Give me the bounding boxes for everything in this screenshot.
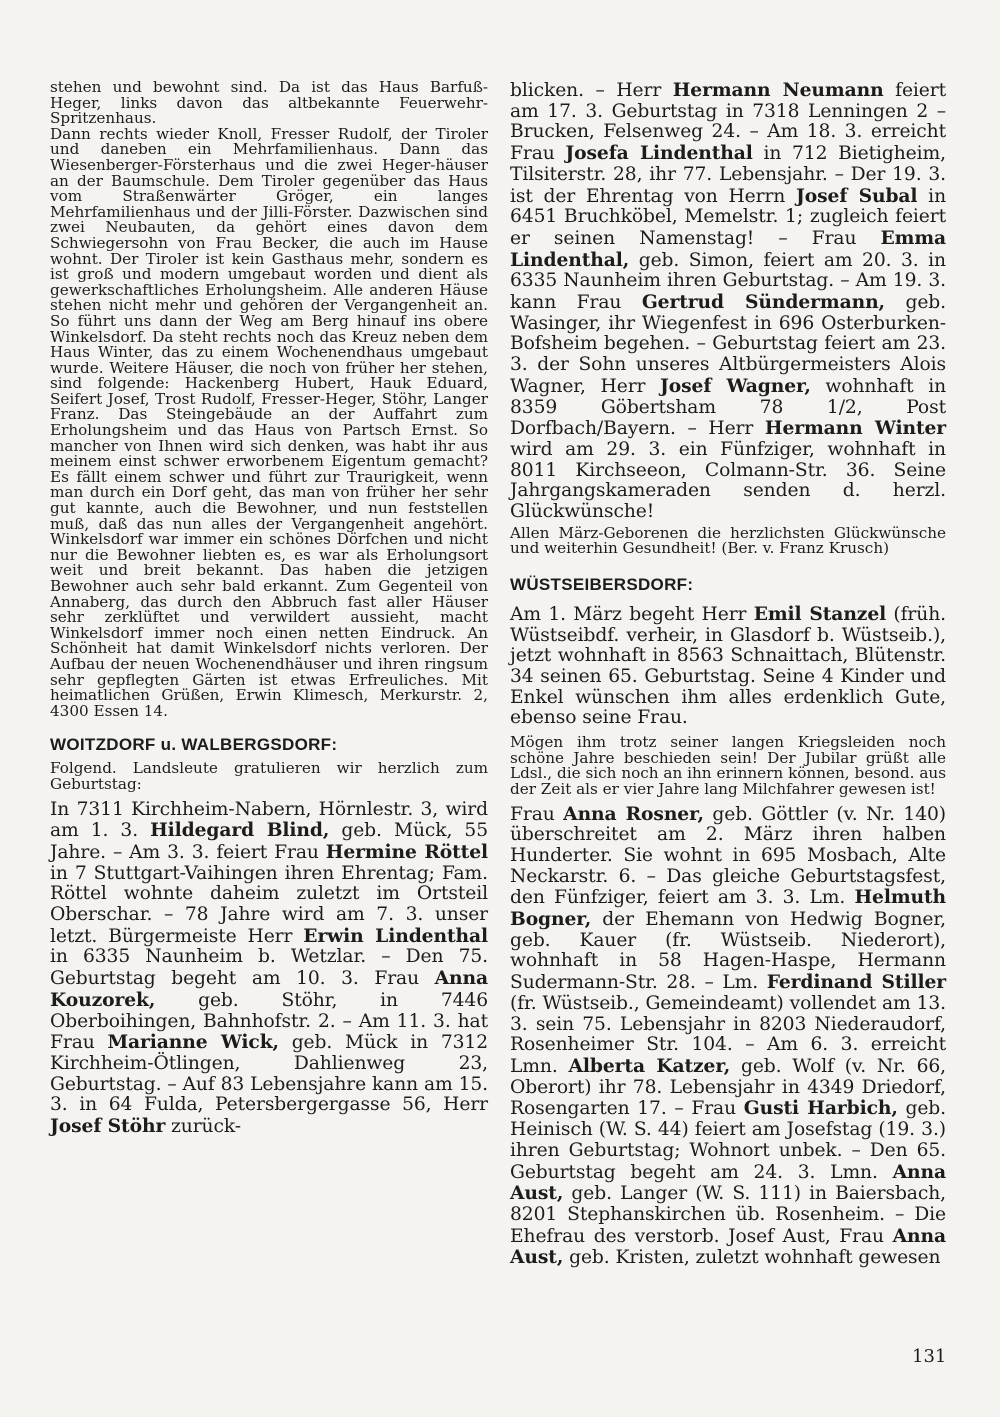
- right-column: [510, 80, 946, 1269]
- left-column: [50, 80, 488, 1138]
- woitzdorf-intro: Folgend. Landsleute gratulieren wir herzlich zum Geburtstag:: [50, 759, 488, 793]
- heading-woitzdorf: WOITZDORF u. WALBERGSDORF:: [50, 735, 338, 755]
- wuestseibersdorf-birthdays: Frau Anna Rosner, geb. Göttler (v. Nr. 140) überschreitet am 2. März ihren halben Hunderter. Sie wohnt in 695 Mosbach, Alte Neckarstr. 6. – Das gleiche Geburtstagsfest, den Fünfziger, feiert am 3. 3. Lm. Helmuth Bogner, der Ehemann von Hedwig Bogner, geb. Kauer (fr. Wüstseib. Niederort), wohnhaft in 58 Hagen-Haspe, Hermann Sudermann-Str. 28. – Lm. Ferdinand Stiller (fr. Wüstseib., Gemeindeamt) vollendet am 13. 3. sein 75. Lebensjahr in 8203 Niederaudorf, Rosenheimer Str. 104. – Am 6. 3. erreicht Lmn. Alberta Katzer, geb. Wolf (v. Nr. 66, Oberort) ihr 78. Lebensjahr in 4349 Driedorf, Rosengarten 17. – Frau Gusti Harbich, geb. Heinisch (W. S. 44) feiert am Josefstag (19. 3.) ihren Geburtstag; Wohnort unbek. – Den 65. Geburtstag begeht am 24. 3. Lmn. Anna Aust, geb. Langer (W. S. 111) in Baiersbach, 8201 Stephanskirchen üb. Rosenheim. – Die Ehefrau des verstorb. Josef Aust, Frau Anna Aust, geb. Kristen, zuletzt wohnhaft gewesen: [510, 802, 947, 1269]
- heading-wuestseibersdorf: WÜSTSEIBERSDORF:: [510, 574, 694, 594]
- stanzel-paragraph: Am 1. März begeht Herr Emil Stanzel (früh. Wüstseibdf. verheir, in Glasdorf b. Wüstseib.), jetzt wohnhaft in 8563 Schnaittach, Blütenstr. 34 seinen 65. Geburtstag. Seine 4 Kinder und Enkel wünschen ihm alles erdenklich Gute, ebenso seine Frau.: [510, 602, 946, 729]
- woitzdorf-birthdays: In 7311 Kirchheim-Nabern, Hörnlestr. 3, wird am 1. 3. Hildegard Blind, geb. Mück, 55 Jahre. – Am 3. 3. feiert Frau Hermine Röttel in 7 Stuttgart-Vaihingen ihren Ehrentag; Fam. Röttel wohnte daheim zuletzt im Ortsteil Oberschar. – 78 Jahre wird am 7. 3. unser letzt. Bürgermeiste Herr Erwin Lindenthal in 6335 Naunheim b. Wetzlar. – Den 75. Geburtstag begeht am 10. 3. Frau Anna Kouzorek, geb. Stöhr, in 7446 Oberboihingen, Bahnhofstr. 2. – Am 11. 3. hat Frau Marianne Wick, geb. Mück in 7312 Kirchheim-Ötlingen, Dahlienweg 23, Geburtstag. – Auf 83 Lebensjahre kann am 15. 3. in 64 Fulda, Petersbergergasse 56, Herr Josef Stöhr zurück-: [50, 798, 488, 1138]
- winkelsdorf-paragraph: Dann rechts wieder Knoll, Fresser Rudolf, der Tiroler und daneben ein Mehrfamilienhaus. Dann das Wiesenberger-Försterhaus und die zwei Heger-häuser an der Baumschule. Dem Tiroler gegenüber das Haus vom Straßenwärter Gröger, ein langes Mehrfamilienhaus und der Jilli-Förster. Dazwischen sind zwei Neubauten, da gehört eines davon dem Schwiegersohn von Frau Becker, die auch im Hause wohnt. Der Tiroler ist kein Gasthaus mehr, sondern es ist groß und modern umgebaut worden und dient als gewerkschaftliches Erholungsheim. Alle anderen Häuse stehen nicht mehr und gehören der Vergangenheit an. So führt uns dann der Weg am Berg hinauf ins obere Winkelsdorf. Da steht rechts noch das Kreuz neben dem Haus Winter, das zu einem Wochenendhaus umgebaut wurde. Weitere Häuser, die noch von früher her stehen, sind folgende: Hackenberg Hubert, Hauk Eduard, Seifert Josef, Trost Rudolf, Fresser-Heger, Stöhr, Langer Franz. Das Steingebäude an der Auffahrt zum Erholungsheim und das Haus von Partsch Ernst. So mancher von Ihnen wird sich denken, was habt ihr aus meinem einst schwer erworbenem Eigentum gemacht? Es fällt einem schwer und führt zur Traurigkeit, wenn man durch ein Dorf geht, das man von früher her sehr gut kannte, auch die Bewohner, und nun feststellen muß, daß das nun alles der Vergangenheit angehört. Winkelsdorf war immer ein schönes Dörfchen und nicht nur die Bewohner liebten es, es war als Erholungsort weit und breit bekannt. Das haben die jetzigen Bewohner auch sehr bald erkannt. Zum Gegenteil von Annaberg, das durch den Abbruch fast aller Häuser sehr zerklüftet und verwildert aussieht, macht Winkelsdorf immer noch einen netten Eindruck. An Schönheit hat damit Winkelsdorf nichts verloren. Der Aufbau der neuen Wochenendhäuser und ihren ringsum sehr gepflegten Gärten ist etwas Erfreuliches. Mit heimatlichen Grüßen, Erwin Klimesch, Merkurstr. 2, 4300 Essen 14.: [50, 124, 488, 720]
- page-number: 131: [912, 1346, 947, 1367]
- greeting-paragraph: Allen März-Geborenen die herzlichsten Glückwünsche und weiterhin Gesundheit! (Ber. v. Franz Krusch): [510, 523, 946, 558]
- continuation-paragraph: stehen und bewohnt sind. Da ist das Haus Barfuß-Heger, links davon das altbekannte Feuerwehr-Spritzenhaus.: [50, 78, 488, 128]
- wish-paragraph: Mögen ihm trotz seiner langen Kriegsleiden noch schöne Jahre beschieden sein! Der Jubilar grüßt alle Ldsl., die sich noch an ihn erinnern können, besond. aus der Zeit als er vier Jahre lang Milchfahrer gewesen ist!: [510, 733, 946, 798]
- woitzdorf-birthdays-continued: blicken. – Herr Hermann Neumann feiert am 17. 3. Geburtstag in 7318 Lenningen 2 – Brucken, Felsenweg 24. – Am 18. 3. erreicht Frau Josefa Lindenthal in 712 Bietigheim, Tilsiterstr. 28, ihr 77. Lebensjahr. – Der 19. 3. ist der Ehrentag von Herrn Josef Subal in 6451 Bruchköbel, Memelstr. 1; zugleich feiert er seinen Namenstag! – Frau Emma Lindenthal, geb. Simon, feiert am 20. 3. in 6335 Naunheim ihren Geburtstag. – Am 19. 3. kann Frau Gertrud Sündermann, geb. Wasinger, ihr Wiegenfest in 696 Osterburken-Bofsheim begehen. – Geburtstag feiert am 23. 3. der Sohn unseres Altbürgermeisters Alois Wagner, Herr Josef Wagner, wohnhaft in 8359 Göbertsham 78 1/2, Post Dorfbach/Bayern. – Herr Hermann Winter wird am 29. 3. ein Fünfziger, wohnhaft in 8011 Kirchseeon, Colmann-Str. 36. Seine Jahrgangskameraden senden d. herzl. Glückwünsche!: [510, 79, 947, 523]
